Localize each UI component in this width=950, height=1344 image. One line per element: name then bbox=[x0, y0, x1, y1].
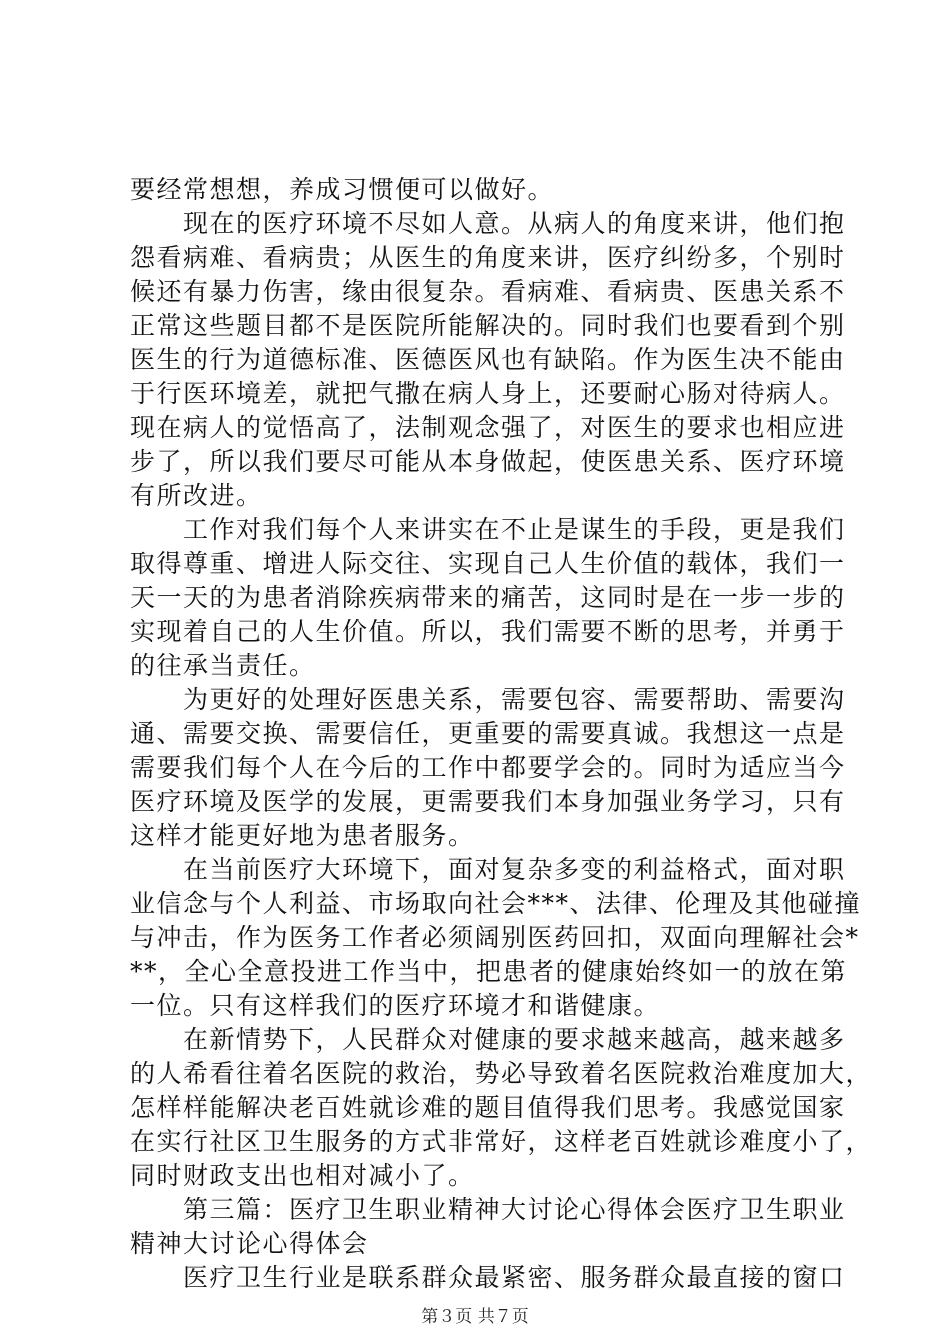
text-line: 与冲击，作为医务工作者必须阔别医药回扣，双面向理解社会* bbox=[130, 923, 860, 952]
text-line: 一位。只有这样我们的医疗环境才和谐健康。 bbox=[130, 991, 661, 1020]
text-line: 正常这些题目都不是医院所能解决的。同时我们也要看到个别 bbox=[130, 311, 846, 340]
text-line: 为更好的处理好医患关系，需要包容、需要帮助、需要沟 bbox=[130, 685, 846, 714]
text-line: 怨看病难、看病贵；从医生的角度来讲，医疗纠纷多，个别时 bbox=[130, 243, 846, 272]
text-line: 这样才能更好地为患者服务。 bbox=[130, 821, 475, 850]
text-line: 候还有暴力伤害，缘由很复杂。看病难、看病贵、医患关系不 bbox=[130, 277, 846, 306]
text-line: 需要我们每个人在今后的工作中都要学会的。同时为适应当今 bbox=[130, 753, 846, 782]
text-line: **，全心全意投进工作当中，把患者的健康始终如一的放在第 bbox=[130, 957, 848, 986]
text-line: 在当前医疗大环境下，面对复杂多变的利益格式，面对职 bbox=[130, 855, 846, 884]
text-line: 怎样样能解决老百姓就诊难的题目值得我们思考。我感觉国家 bbox=[130, 1093, 846, 1122]
text-line: 的人希看往着名医院的救治，势必导致着名医院救治难度加大， bbox=[130, 1059, 873, 1088]
text-line: 在实行社区卫生服务的方式非常好，这样老百姓就诊难度小了， bbox=[130, 1127, 873, 1156]
text-line: 在新情势下，人民群众对健康的要求越来越高，越来越多 bbox=[130, 1025, 846, 1054]
text-line: 医生的行为道德标准、医德医风也有缺陷。作为医生决不能由 bbox=[130, 345, 846, 374]
text-line: 第三篇：医疗卫生职业精神大讨论心得体会医疗卫生职业 bbox=[130, 1195, 846, 1224]
text-line: 精神大讨论心得体会 bbox=[130, 1229, 369, 1258]
text-line: 的往承当责任。 bbox=[130, 651, 316, 680]
text-line: 于行医环境差，就把气撒在病人身上，还要耐心肠对待病人。 bbox=[130, 379, 846, 408]
text-line: 天一天的为患者消除疾病带来的痛苦，这同时是在一步一步的 bbox=[130, 583, 846, 612]
page-number-footer: 第３页 共７页 bbox=[421, 1307, 529, 1327]
text-line: 要经常想想，养成习惯便可以做好。 bbox=[130, 175, 555, 204]
text-line: 业信念与个人利益、市场取向社会***、法律、伦理及其他碰撞 bbox=[130, 889, 862, 918]
text-line: 工作对我们每个人来讲实在不止是谋生的手段，更是我们 bbox=[130, 515, 846, 544]
text-line: 医疗卫生行业是联系群众最紧密、服务群众最直接的窗口 bbox=[130, 1263, 846, 1292]
text-line: 有所改进。 bbox=[130, 481, 263, 510]
text-line: 现在的医疗环境不尽如人意。从病人的角度来讲，他们抱 bbox=[130, 209, 846, 238]
text-line: 步了，所以我们要尽可能从本身做起，使医患关系、医疗环境 bbox=[130, 447, 846, 476]
text-line: 实现着自己的人生价值。所以，我们需要不断的思考，并勇于 bbox=[130, 617, 846, 646]
text-line: 医疗环境及医学的发展，更需要我们本身加强业务学习，只有 bbox=[130, 787, 846, 816]
text-line: 通、需要交换、需要信任，更重要的需要真诚。我想这一点是 bbox=[130, 719, 846, 748]
text-line: 同时财政支出也相对减小了。 bbox=[130, 1161, 475, 1190]
text-line: 取得尊重、增进人际交往、实现自己人生价值的载体，我们一 bbox=[130, 549, 846, 578]
text-line: 现在病人的觉悟高了，法制观念强了，对医生的要求也相应进 bbox=[130, 413, 846, 442]
